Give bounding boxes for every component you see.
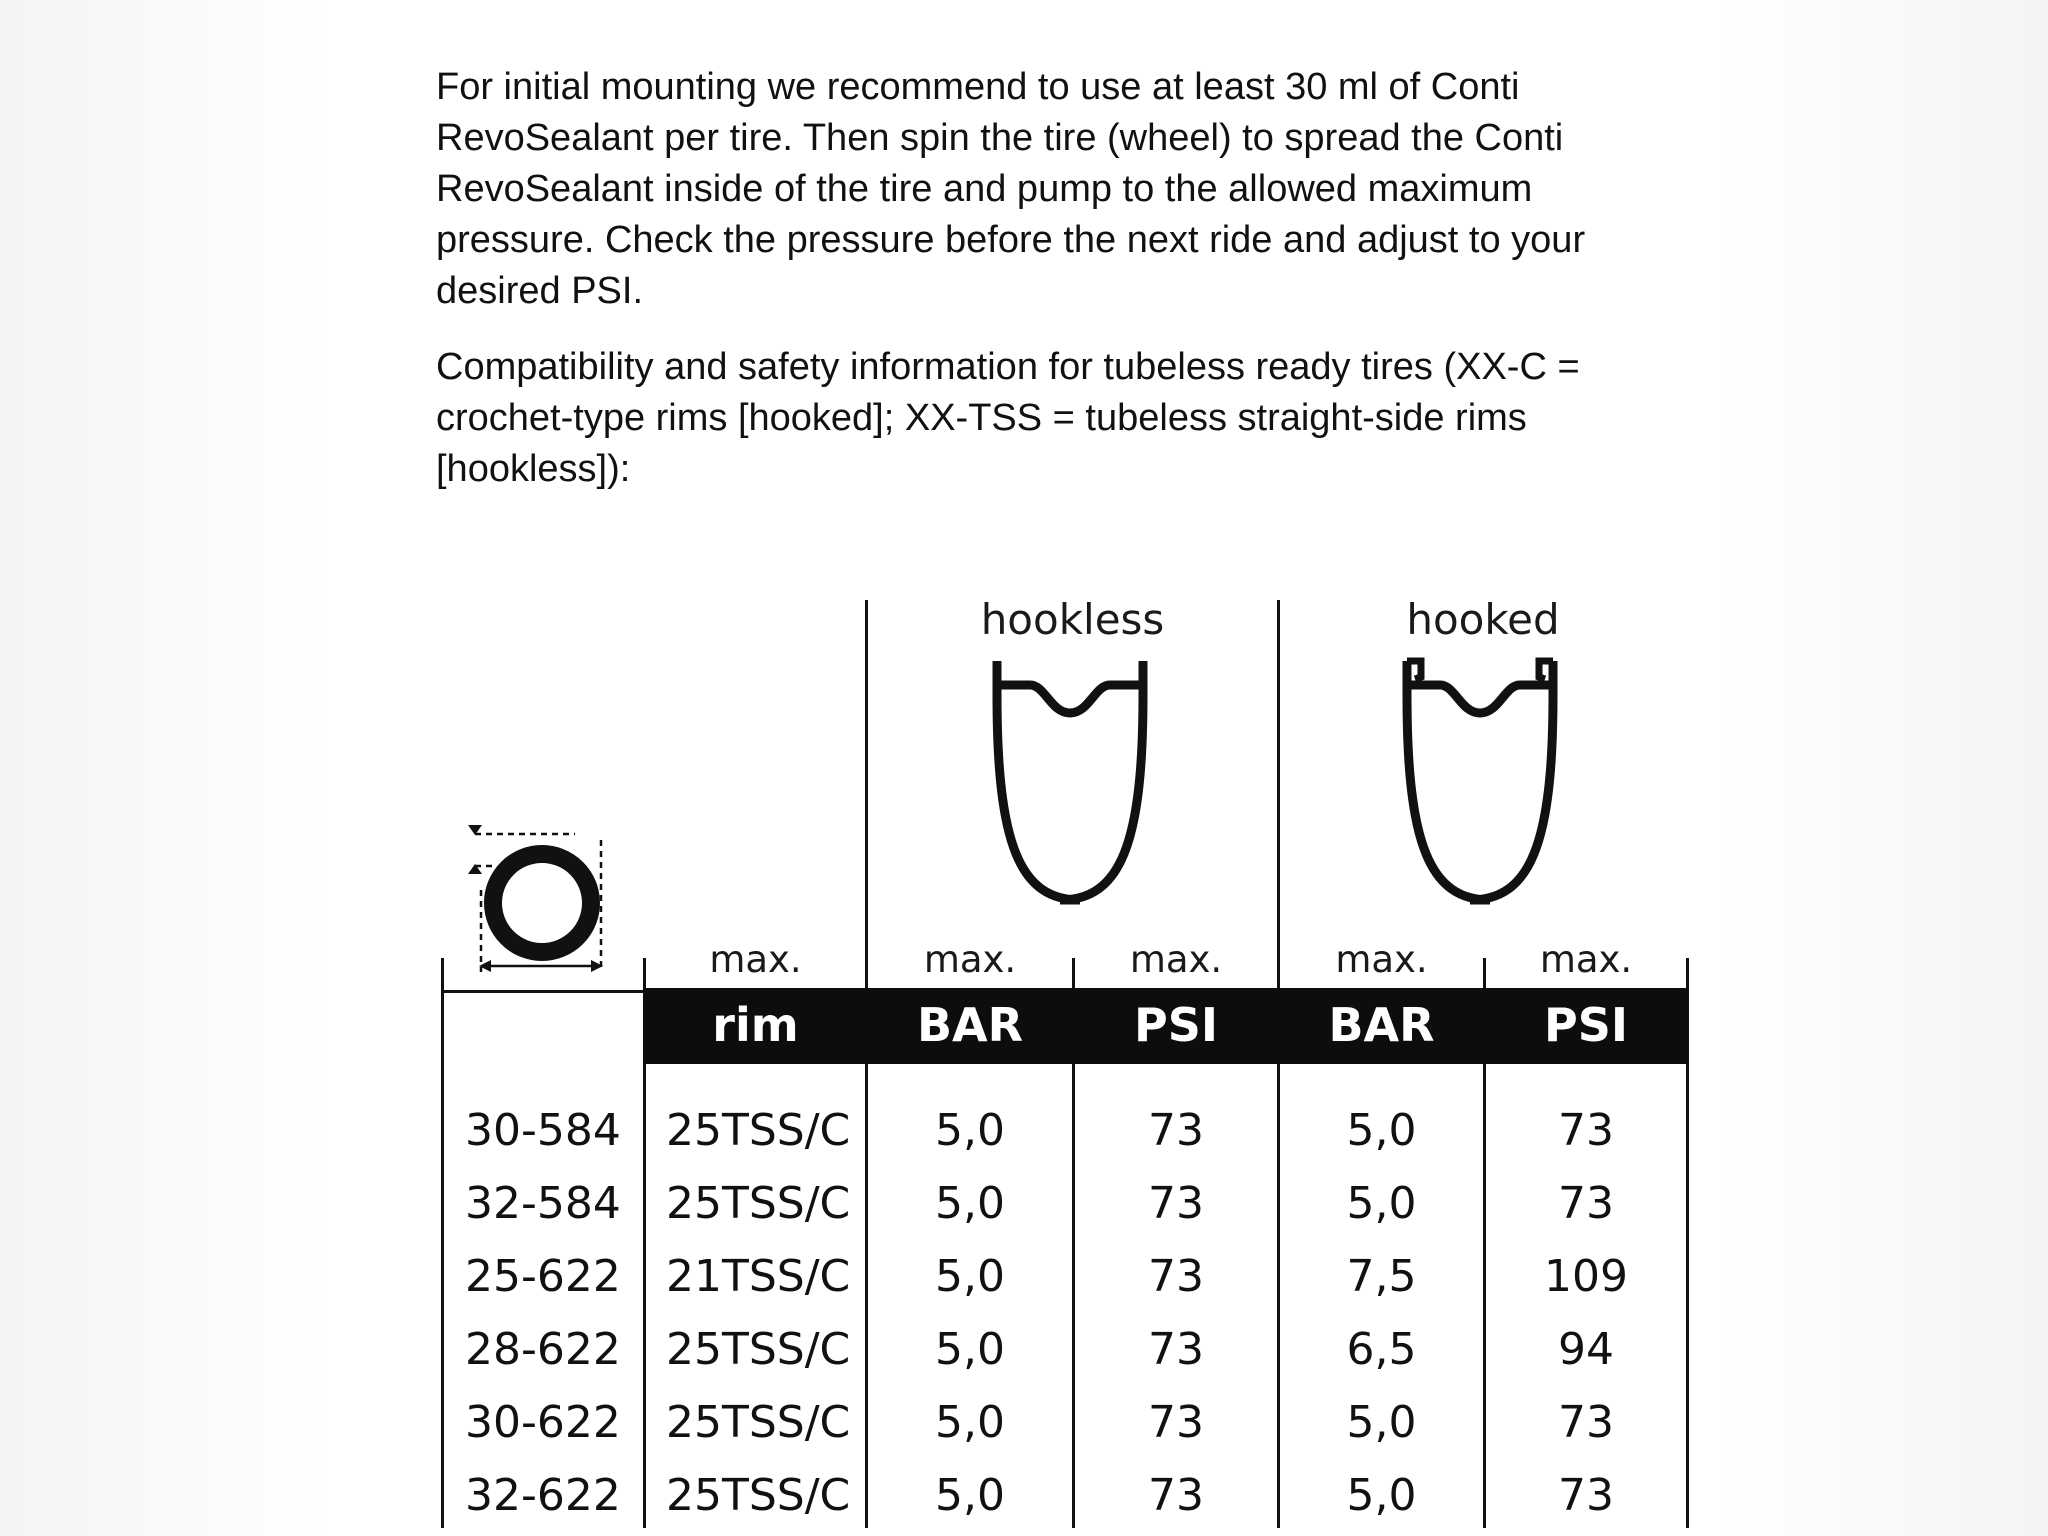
column-header-rim: rim bbox=[712, 998, 799, 1052]
hookless-psi-cell: 73 bbox=[1148, 1178, 1204, 1229]
rim-cell: 25TSS/C bbox=[666, 1397, 851, 1448]
hooked-psi-cell: 109 bbox=[1544, 1251, 1628, 1302]
max-label-hookless-psi: max. bbox=[1129, 938, 1223, 981]
max-label-rim: max. bbox=[709, 938, 802, 981]
hookless-psi-cell: 73 bbox=[1148, 1470, 1204, 1521]
rule-rim-hookless bbox=[865, 600, 868, 1528]
column-header-hooked-bar: BAR bbox=[1328, 998, 1435, 1052]
tire-size-cell: 28-622 bbox=[465, 1324, 621, 1375]
group-heading-hookless: hookless bbox=[980, 595, 1165, 644]
hookless-psi-cell: 73 bbox=[1148, 1324, 1204, 1375]
hooked-psi-cell: 73 bbox=[1558, 1178, 1614, 1229]
rule-left bbox=[441, 958, 444, 1528]
rim-cell: 25TSS/C bbox=[666, 1105, 851, 1156]
tire-size-cell: 32-584 bbox=[465, 1178, 621, 1229]
rule-size-header bbox=[441, 990, 644, 993]
tire-cross-section-icon bbox=[455, 820, 615, 980]
hooked-psi-cell: 94 bbox=[1558, 1324, 1614, 1375]
hooked-psi-cell: 73 bbox=[1558, 1470, 1614, 1521]
max-label-hooked-psi: max. bbox=[1539, 938, 1633, 981]
column-header-hooked-psi: PSI bbox=[1544, 998, 1628, 1052]
tire-size-cell: 30-622 bbox=[465, 1397, 621, 1448]
hookless-bar-cell: 5,0 bbox=[935, 1324, 1005, 1375]
hookless-rim-icon bbox=[985, 655, 1155, 915]
hooked-bar-cell: 5,0 bbox=[1346, 1470, 1417, 1521]
hooked-bar-cell: 7,5 bbox=[1346, 1251, 1417, 1302]
hookless-bar-cell: 5,0 bbox=[935, 1178, 1005, 1229]
hooked-psi-cell: 73 bbox=[1558, 1105, 1614, 1156]
rim-cell: 25TSS/C bbox=[666, 1470, 851, 1521]
column-header-hookless-bar: BAR bbox=[916, 998, 1024, 1052]
tire-size-cell: 25-622 bbox=[465, 1251, 621, 1302]
hookless-bar-cell: 5,0 bbox=[935, 1397, 1005, 1448]
hookless-psi-cell: 73 bbox=[1148, 1105, 1204, 1156]
max-label-hookless-bar: max. bbox=[923, 938, 1017, 981]
hooked-bar-cell: 6,5 bbox=[1346, 1324, 1417, 1375]
hooked-bar-cell: 5,0 bbox=[1346, 1397, 1417, 1448]
rim-cell: 25TSS/C bbox=[666, 1178, 851, 1229]
hookless-bar-cell: 5,0 bbox=[935, 1105, 1005, 1156]
hooked-bar-cell: 5,0 bbox=[1346, 1105, 1417, 1156]
rim-cell: 25TSS/C bbox=[666, 1324, 851, 1375]
hookless-psi-cell: 73 bbox=[1148, 1397, 1204, 1448]
intro-paragraph-mounting: For initial mounting we recommend to use at least 30 ml of Conti RevoSealant per tire. Then spin the tire (wheel) to spread the Conti RevoSealant inside of the tire and pump to the allowed maximum pressure. Check the pressure before the next ride and adjust to your desired PSI. bbox=[436, 66, 1586, 312]
rim-cell: 21TSS/C bbox=[666, 1251, 851, 1302]
hooked-rim-icon bbox=[1395, 655, 1565, 915]
hooked-psi-cell: 73 bbox=[1558, 1397, 1614, 1448]
hooked-bar-cell: 5,0 bbox=[1346, 1178, 1417, 1229]
intro-paragraph-compatibility: Compatibility and safety information for tubeless ready tires (XX-C = crochet-type rims [hooked]; XX-TSS = tubeless straight-side rims [hookless]): bbox=[436, 346, 1580, 490]
tire-size-cell: 32-622 bbox=[465, 1470, 621, 1521]
hookless-psi-cell: 73 bbox=[1148, 1251, 1204, 1302]
tire-size-cell: 30-584 bbox=[465, 1105, 621, 1156]
group-heading-hooked: hooked bbox=[1406, 595, 1560, 644]
rule-hookless-hooked bbox=[1277, 600, 1280, 1528]
max-label-hooked-bar: max. bbox=[1335, 938, 1428, 981]
column-header-hookless-psi: PSI bbox=[1134, 998, 1218, 1052]
hookless-bar-cell: 5,0 bbox=[935, 1251, 1005, 1302]
hookless-bar-cell: 5,0 bbox=[935, 1470, 1005, 1521]
